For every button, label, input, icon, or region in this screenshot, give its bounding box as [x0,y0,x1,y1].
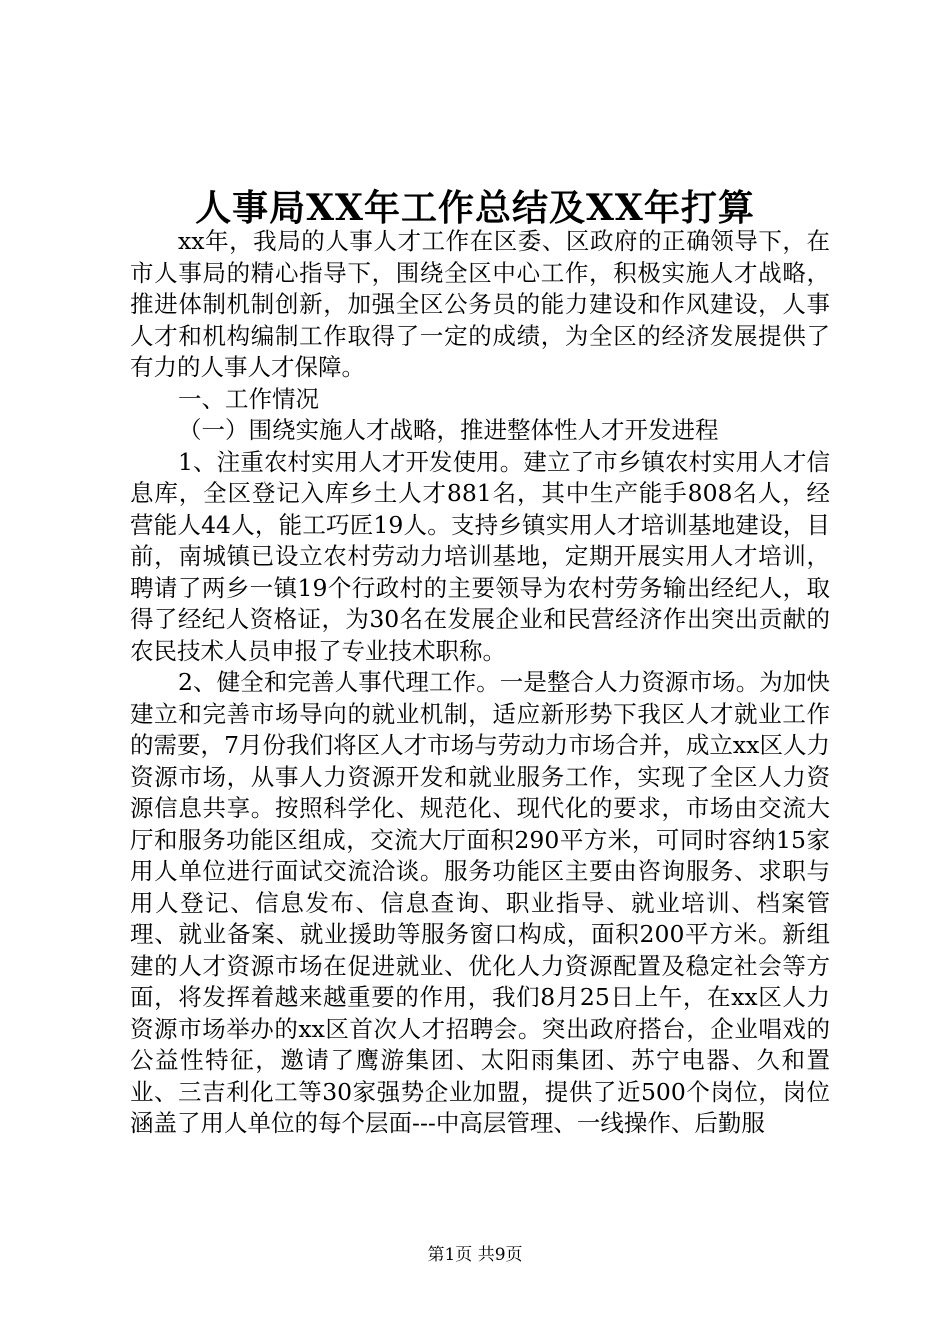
intro-paragraph: xx年，我局的人事人才工作在区委、区政府的正确领导下，在市人事局的精心指导下，围绕全区中心工作，积极实施人才战略，推进体制机制创新，加强全区公务员的能力建设和作风建设，人事人才和机构编制工作取得了一定的成绩，为全区的经济发展提供了有力的人事人才保障。 [130,227,830,381]
document-title: 人事局XX年工作总结及XX年打算 [195,187,755,229]
document-body [130,226,830,1140]
paragraph-personnel-agency: 2、健全和完善人事代理工作。一是整合人力资源市场。为加快建立和完善市场导向的就业机制，适应新形势下我区人才就业工作的需要，7月份我们将区人才市场与劳动力市场合并，成立xx区人力资源市场，从事人力资源开发和就业服务工作，实现了全区人力资源信息共享。按照科学化、规范化、现代化的要求，市场由交流大厅和服务功能区组成，交流大厅面积290平方米，可同时容纳15家用人单位进行面试交流洽谈。服务功能区主要由咨询服务、求职与用人登记、信息发布、信息查询、职业指导、就业培训、档案管理、就业备案、就业援助等服务窗口构成，面积200平方米。新组建的人才资源市场在促进就业、优化人力资源配置及稳定社会等方面，将发挥着越来越重要的作用，我们8月25日上午，在xx区人力资源市场举办的xx区首次人才招聘会。突出政府搭台，企业唱戏的公益性特征，邀请了鹰游集团、太阳雨集团、苏宁电器、久和置业、三吉利化工等30家强势企业加盟，提供了近500个岗位，岗位涵盖了用人单位的每个层面---中高层管理、一线操作、后勤服 [130,668,830,1137]
section-heading-work-situation: 一、工作情况 [178,384,319,413]
paragraph-rural-talent: 1、注重农村实用人才开发使用。建立了市乡镇农村实用人才信息库，全区登记入库乡土人才881名，其中生产能手808名人，经营能人44人，能工巧匠19人。支持乡镇实用人才培训基地建设，目前，南城镇已设立农村劳动力培训基地，定期开展实用人才培训，聘请了两乡一镇19个行政村的主要领导为农村劳务输出经纪人，取得了经纪人资格证，为30名在发展企业和民营经济作出突出贡献的农民技术人员申报了专业技术职称。 [130,447,830,665]
subsection-heading-talent-strategy: （一）围绕实施人才战略，推进整体性人才开发进程 [178,416,719,444]
page-indicator: 第1页 共9页 [427,1245,523,1265]
